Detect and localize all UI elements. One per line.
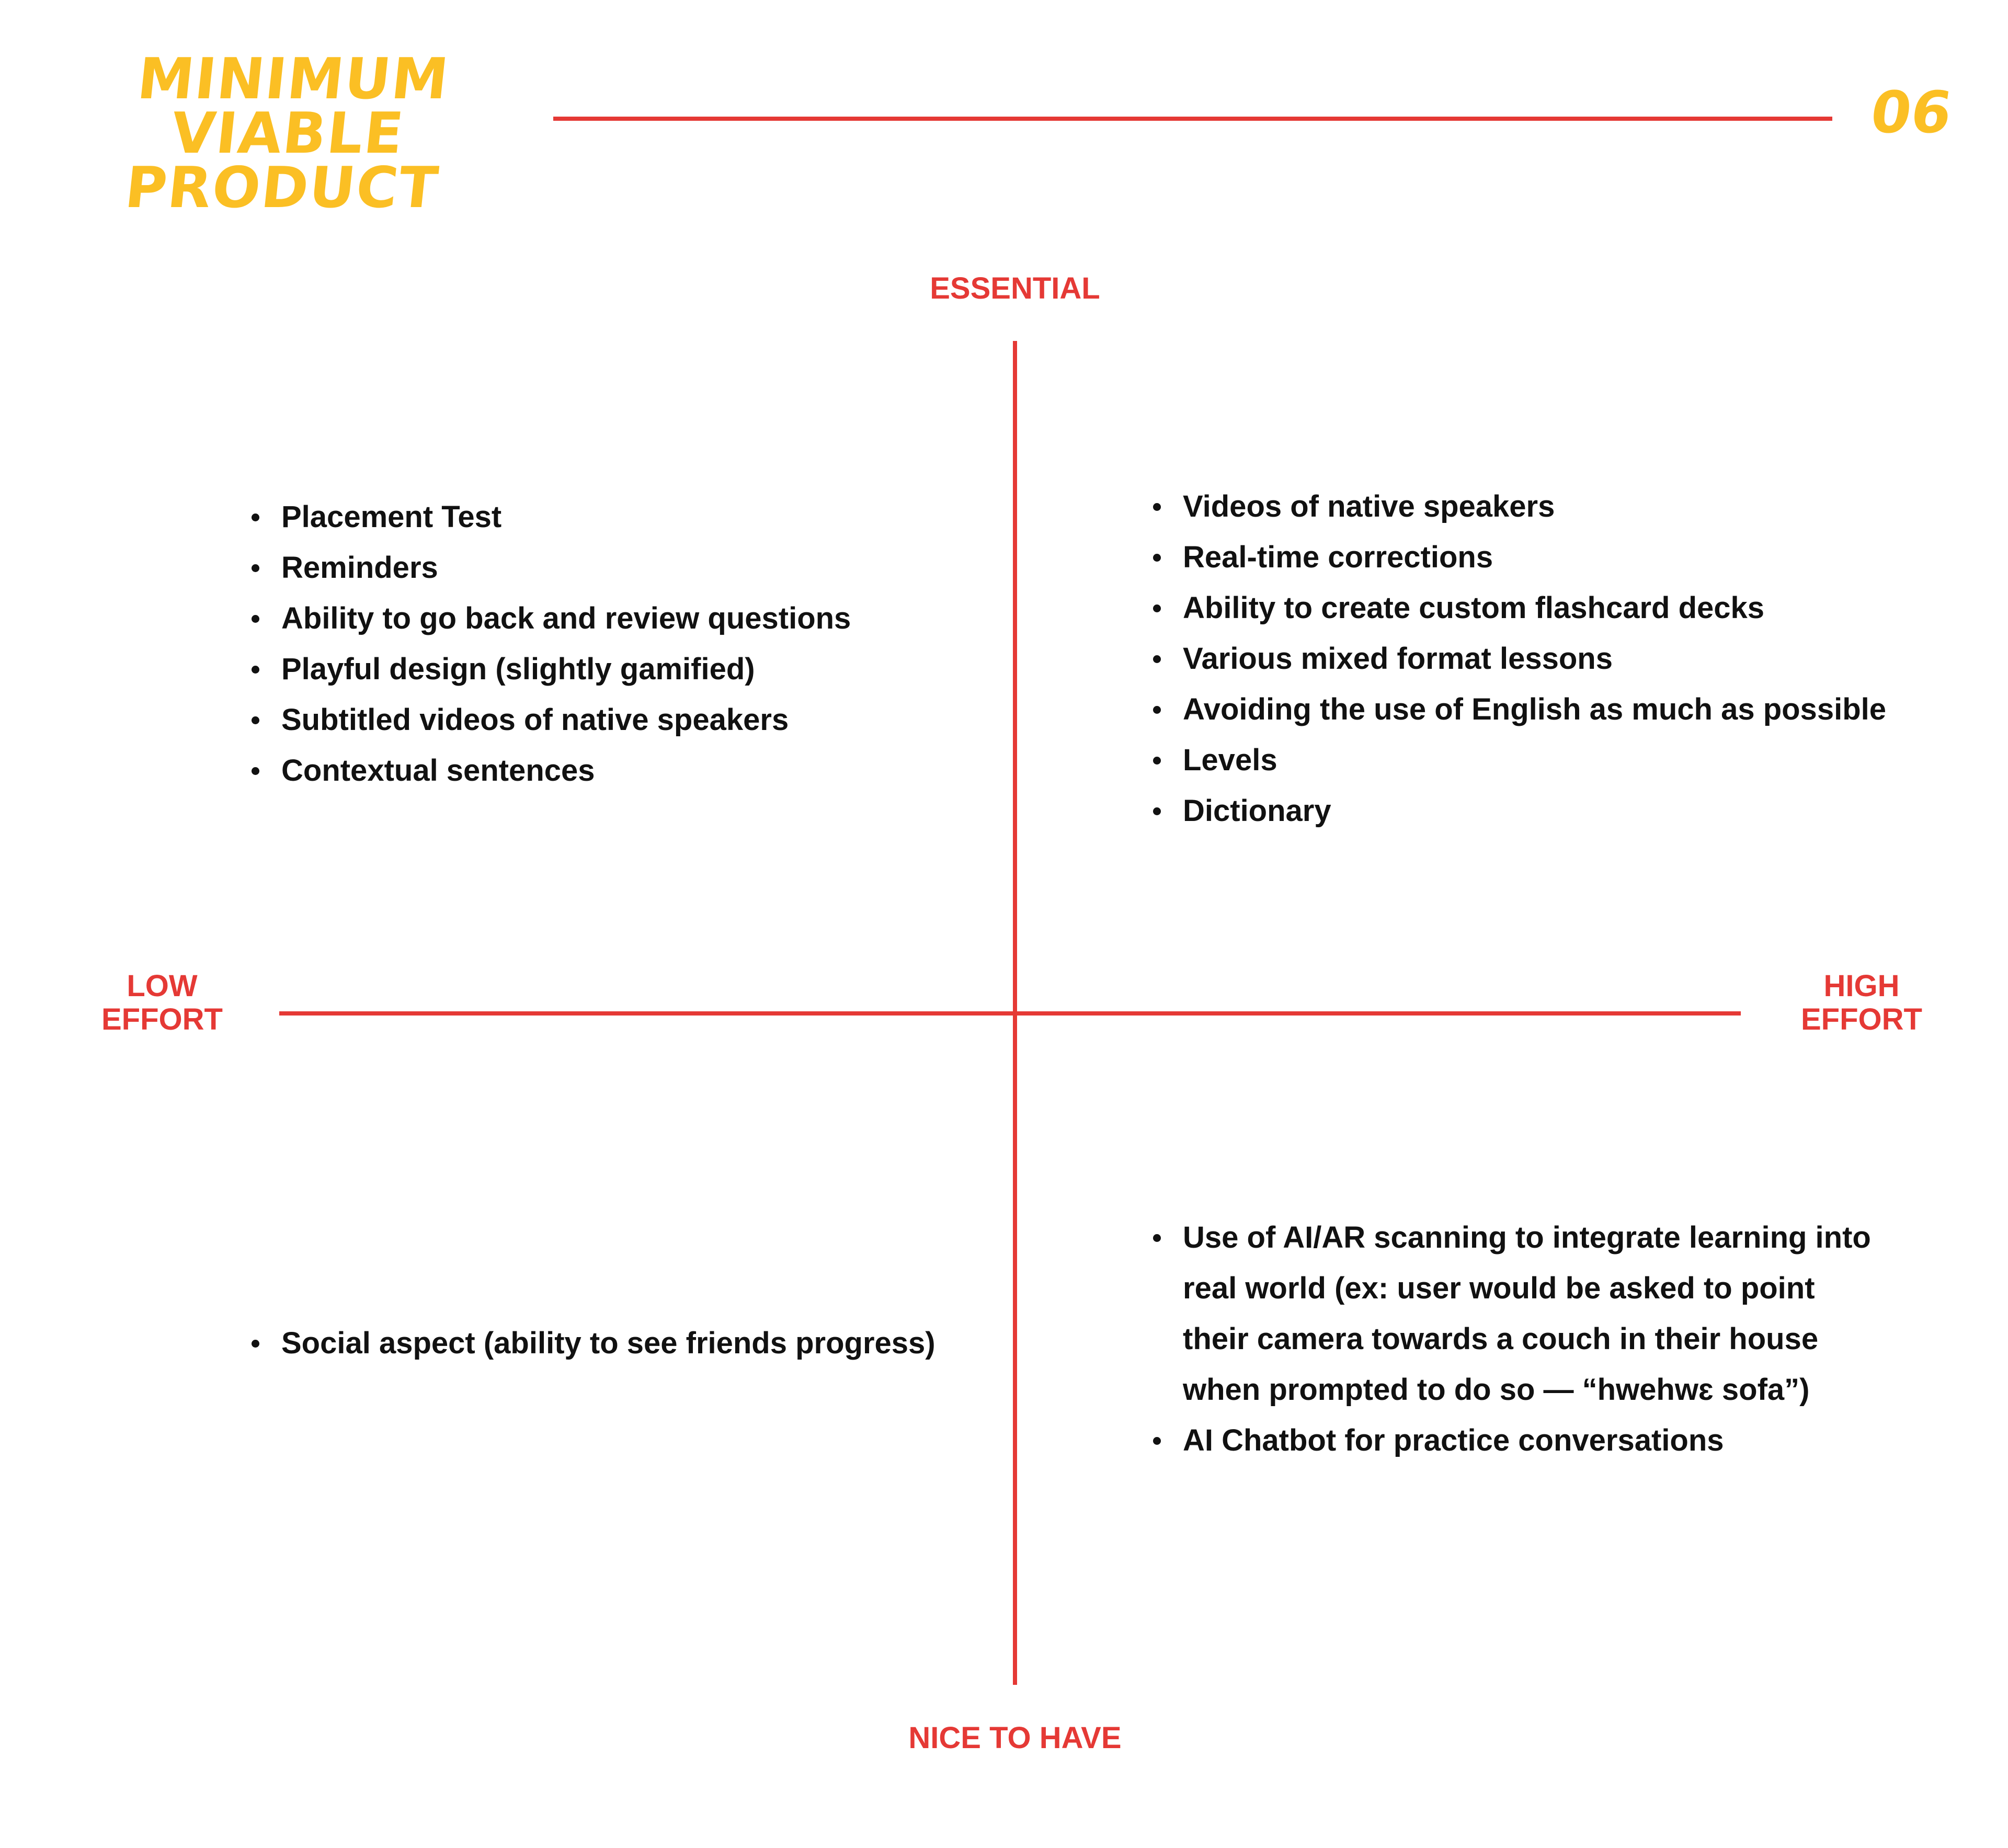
title-line-2: PRODUCT xyxy=(122,155,442,221)
list-item: Real-time corrections xyxy=(1183,532,1904,583)
list-item: Subtitled videos of native speakers xyxy=(281,694,1003,745)
axis-label-high-effort-line-1: HIGH xyxy=(1823,969,1900,1003)
list-item: AI Chatbot for practice conversations xyxy=(1183,1415,1878,1466)
list-item: Placement Test xyxy=(281,492,1003,542)
title-line-1: MINIMUM VIABLE xyxy=(134,47,452,166)
quadrant-nice-high-effort xyxy=(1142,1212,1878,1466)
axis-label-essential: ESSENTIAL xyxy=(930,271,1100,305)
header-divider xyxy=(553,117,1832,121)
list-item: Levels xyxy=(1183,735,1904,785)
list-item: Ability to create custom flashcard decks xyxy=(1183,583,1904,633)
list-item: Avoiding the use of English as much as possible xyxy=(1183,684,1904,735)
quadrant-essential-low-effort xyxy=(241,492,1003,796)
list-item: Playful design (slightly gamified) xyxy=(281,644,1003,694)
page-number: 06 xyxy=(1866,79,1956,146)
axis-label-low-effort-line-1: LOW xyxy=(127,969,198,1003)
list-item: Dictionary xyxy=(1183,785,1904,836)
list-item: Use of AI/AR scanning to integrate learning into real world (ex: user would be asked to point their camera towards a couch in their house when prompted to do so — “hwehwɛ sofa”) xyxy=(1183,1212,1878,1415)
axis-label-low-effort-line-2: EFFORT xyxy=(101,1002,223,1036)
list-item: Ability to go back and review questions xyxy=(281,593,1003,644)
axis-label-nice-to-have: NICE TO HAVE xyxy=(908,1721,1122,1755)
horizontal-axis xyxy=(279,1011,1741,1016)
axis-label-high-effort-line-2: EFFORT xyxy=(1801,1002,1922,1036)
list-item: Videos of native speakers xyxy=(1183,481,1904,532)
quadrant-nice-low-effort xyxy=(241,1318,977,1368)
list-item: Social aspect (ability to see friends progress) xyxy=(281,1318,977,1368)
list-item: Reminders xyxy=(281,542,1003,593)
list-item: Contextual sentences xyxy=(281,745,1003,796)
page-title xyxy=(44,47,532,221)
axis-label-high-effort xyxy=(1752,969,1971,1036)
axis-label-low-effort xyxy=(58,969,267,1036)
list-item: Various mixed format lessons xyxy=(1183,633,1904,684)
quadrant-essential-high-effort xyxy=(1142,481,1904,836)
